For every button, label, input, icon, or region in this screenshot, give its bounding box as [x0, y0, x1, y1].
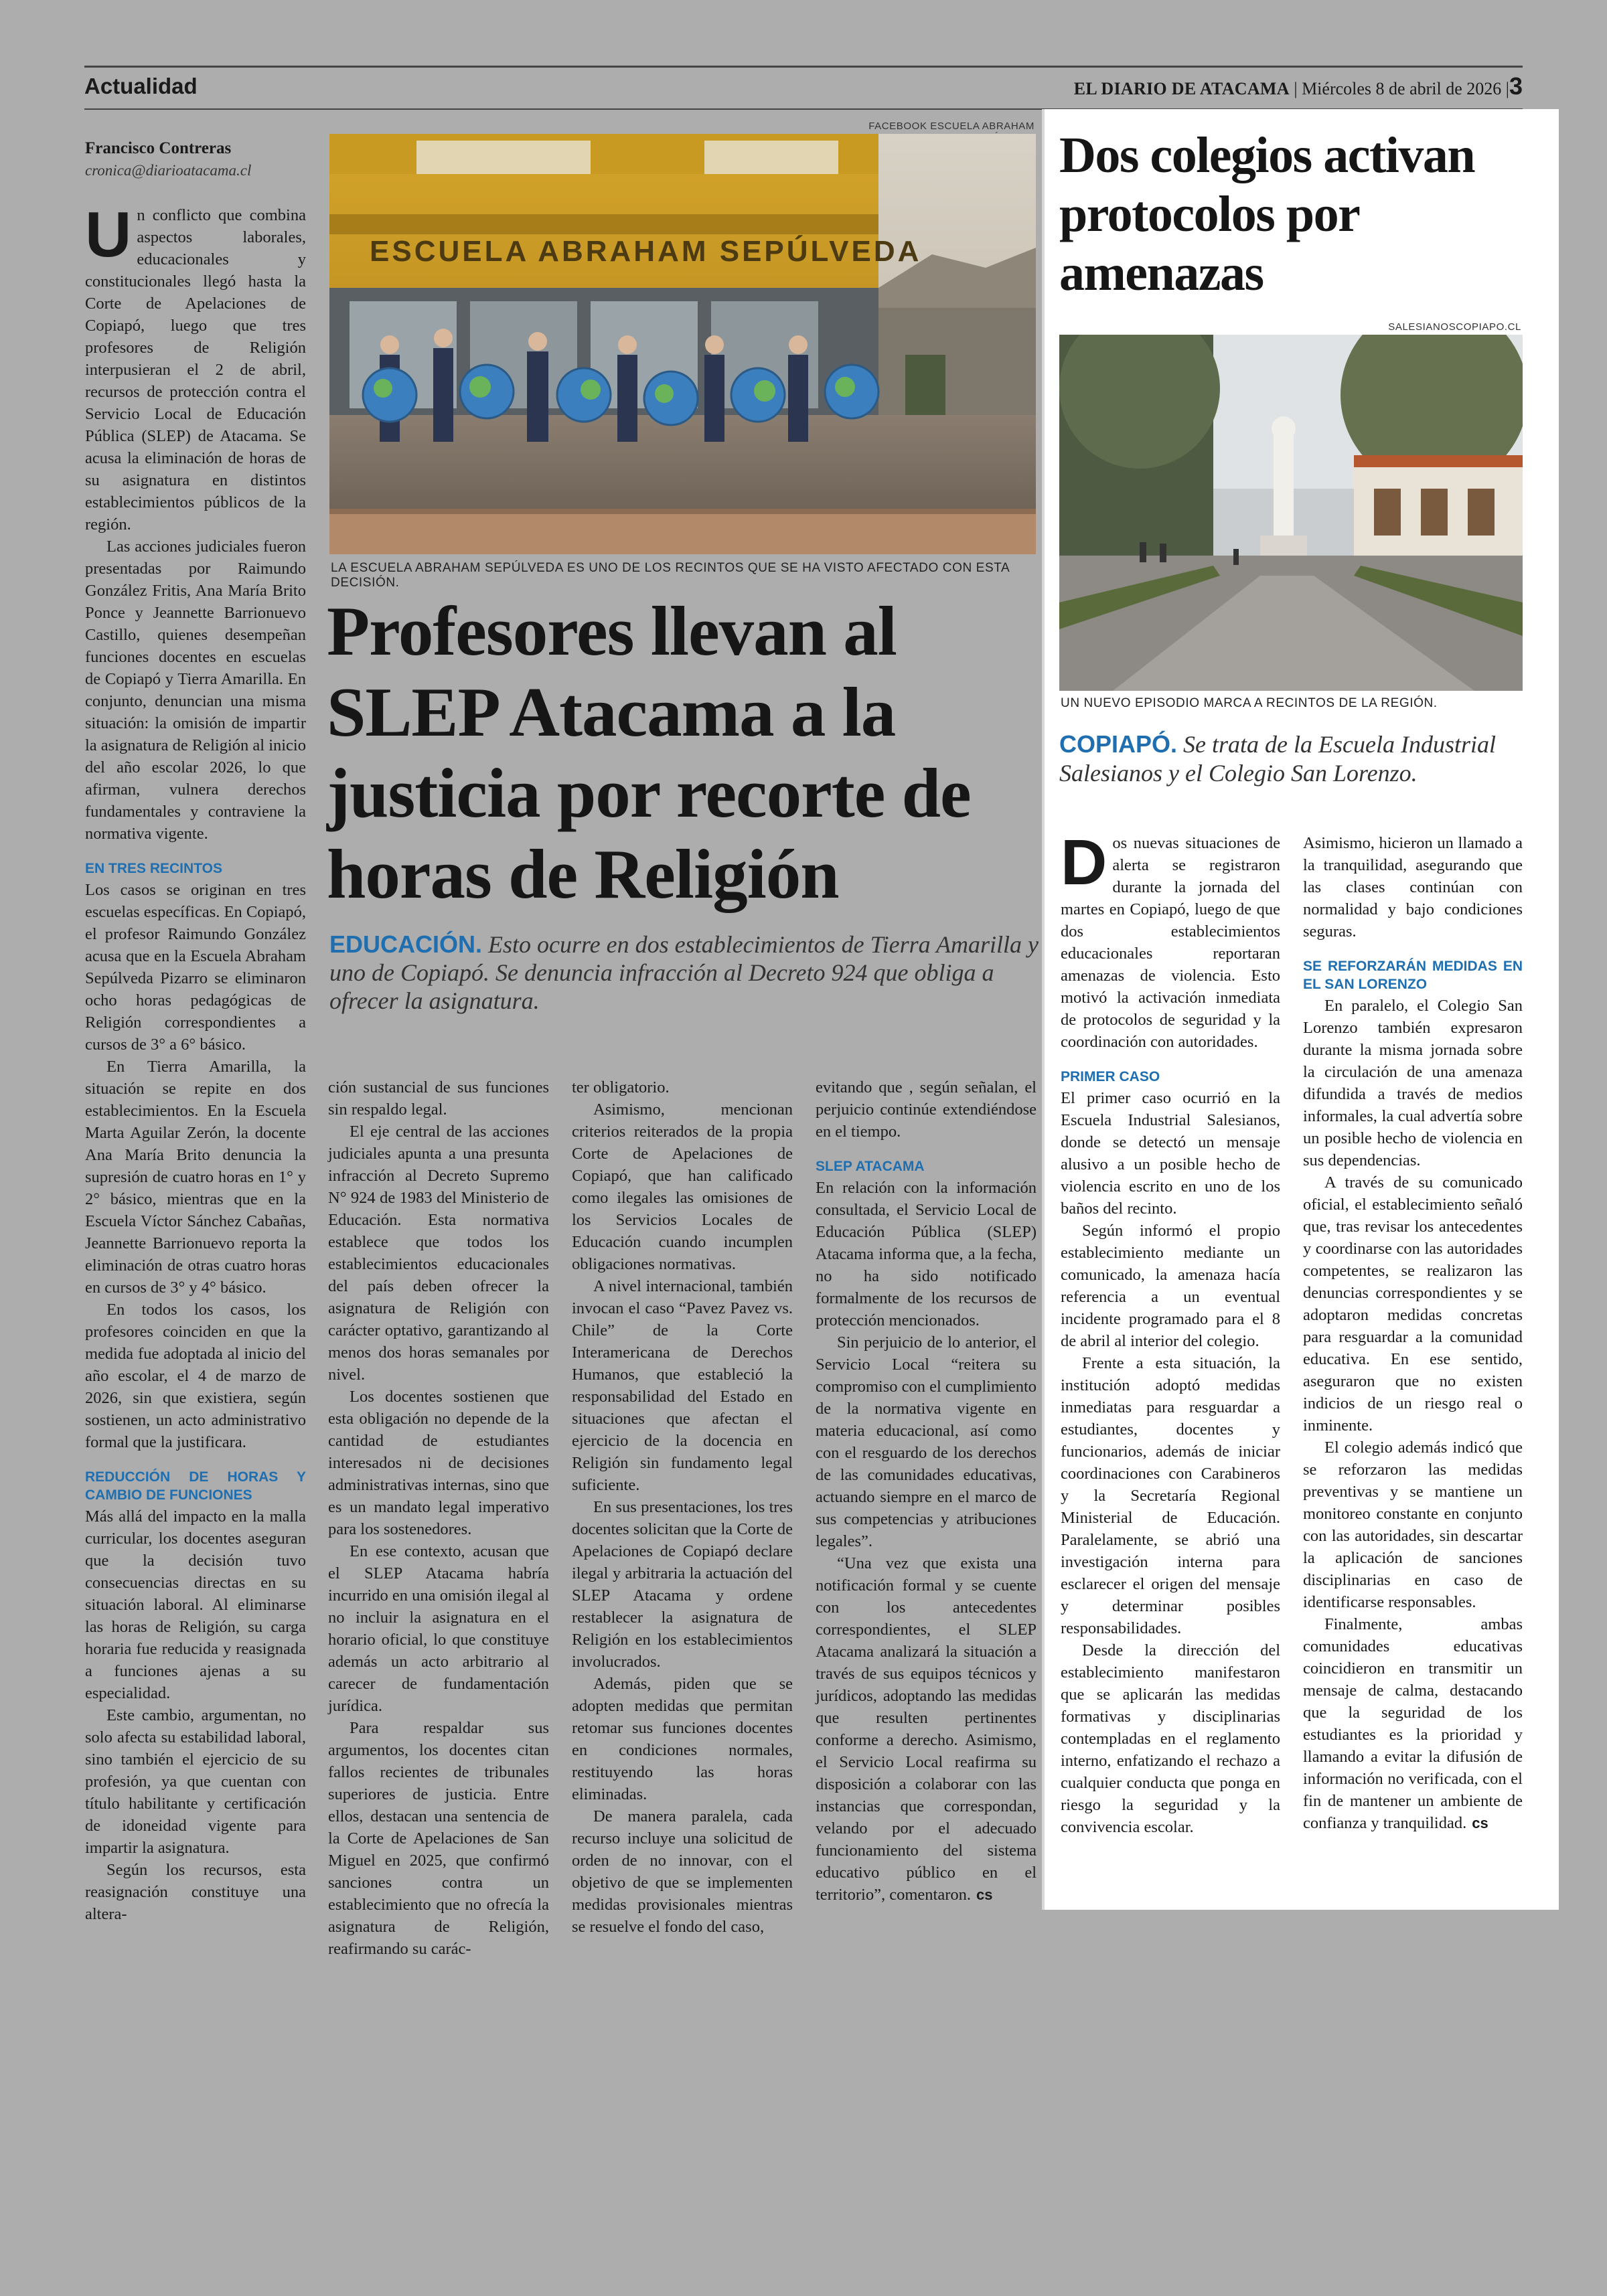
paragraph: El eje central de las acciones judiciales apunta a una presunta infracción al Decreto Supremo N° 924 de 1983 del Ministerio de Educación. Esta normativa establece que todos los establecimientos educacionales del país deben ofrecer la asignatura de Religión con carácter optativo, garantizando al menos dos horas semanales por nivel. — [328, 1123, 549, 1384]
author-email: cronica@diarioatacama.cl — [85, 162, 252, 179]
issue-date: | Miércoles 8 de abril de 2026 | — [1289, 79, 1509, 98]
side-lead — [1059, 730, 1528, 788]
lead-keyword: EDUCACIÓN. — [329, 930, 483, 958]
paragraph: Desde la dirección del establecimiento manifestaron que se aplicarán las medidas formativas y disciplinarias contempladas en el reglamento interno, enfatizando el rechazo a cualquier conducta que ponga en riesgo la seguridad y la convivencia escolar. — [1061, 1641, 1280, 1836]
paragraph: Además, piden que se adopten medidas que permitan retomar sus funciones docentes en condiciones normales, restituyendo las horas eliminadas. — [572, 1675, 793, 1803]
photo-caption: LA ESCUELA ABRAHAM SEPÚLVEDA ES UNO DE LOS RECINTOS QUE SE HA VISTO AFECTADO CON ESTA DECISIÓN. — [331, 561, 1010, 590]
lead-text: Se trata de la Escuela Industrial Salesianos y el Colegio San Lorenzo. — [1059, 731, 1496, 787]
paragraph: evitando que , según señalan, el perjuicio continúe extendiéndose en el tiempo. — [816, 1078, 1037, 1141]
paragraph: El colegio además indicó que se reforzaron las medidas preventivas y se mantiene un monitoreo constante en conjunto con las autoridades, sin descartar la aplicación de sanciones disciplinarias en caso de identificarse responsables. — [1303, 1439, 1523, 1611]
main-headline: Profesores llevan al SLEP Atacama a la justicia por recorte de horas de Religión — [327, 592, 971, 913]
paragraph: Según informó el propio establecimiento mediante un comunicado, la amenaza hacía referencia a un eventual incidente programado para el 8 de abril al interior del colegio. — [1061, 1222, 1280, 1350]
paragraph: Para respaldar sus argumentos, los docentes citan fallos recientes de tribunales superiores de justicia. Entre ellos, destacan una sentencia de la Corte de Apelaciones de San Miguel en 2025, que confirmó sanciones contra un establecimiento que no ofrecía la asignatura de Religión, reafirmando su carác- — [328, 1719, 549, 1958]
paragraph: El primer caso ocurrió en la Escuela Industrial Salesianos, donde se detectó un mensaje alusivo a un posible hecho de violencia escrito en uno de los baños del recinto. — [1061, 1089, 1280, 1218]
paragraph: Sin perjuicio de lo anterior, el Servicio Local “reitera su compromiso con el cumplimiento de la normativa vigente en materia educacional, así como con el resguardo de los derechos de las comunidades educativas, actuando siempre en el marco de sus competencias y atribuciones legales”. — [816, 1333, 1037, 1550]
drop-cap: U — [85, 199, 132, 270]
paragraph: En sus presentaciones, los tres docentes solicitan que la Corte de Apelaciones de Copiapó declare ilegal y arbitraria la actuación del SLEP Atacama y ordene restablecer la asignatura de Religión en los establecimientos involucrados. — [572, 1498, 793, 1671]
paragraph: Según los recursos, esta reasignación constituye una altera- — [85, 1861, 306, 1923]
main-article-column-2 — [328, 1076, 549, 1960]
side-photo-caption: UN NUEVO EPISODIO MARCA A RECINTOS DE LA REGIÓN. — [1061, 696, 1438, 710]
paragraph: “Una vez que exista una notificación formal y se cuente con los antecedentes correspondientes, el SLEP Atacama analizará la situación a través de sus equipos técnicos y jurídicos, adoptando las medidas que resulten pertinentes conforme a derecho. Asimismo, el Servicio Local reafirma su disposición a colaborar con las instancias que correspondan, velando por el adecuado funcionamiento del sistema educativo público en el territorio”, comentaron. cs — [816, 1554, 1037, 1904]
side-headline: Dos colegios activan protocolos por amenazas — [1059, 127, 1475, 301]
school-photo — [329, 134, 1036, 554]
school-photo-illustration — [329, 134, 1036, 554]
paragraph: ter obligatorio. — [572, 1078, 670, 1096]
courtyard-photo — [1059, 335, 1523, 691]
subheading: SLEP ATACAMA — [816, 1159, 925, 1174]
end-mark: cs — [976, 1886, 993, 1903]
paragraph: Dos nuevas situaciones de alerta se registraron durante la jornada del martes en Copiapó, luego de que dos establecimientos educacionales reportaran amenazas de violencia. Esto motivó la activación inmediata de protocolos de seguridad y la coordinación con autoridades. — [1061, 827, 1280, 1051]
paragraph: Este cambio, argumentan, no solo afecta su estabilidad laboral, sino también el ejercicio de su profesión, ya que cuentan con título habilitante y certificación de idoneidad vigente para impartir la asignatura. — [85, 1706, 306, 1857]
main-article-column-4 — [816, 1076, 1037, 1906]
drop-cap: D — [1061, 827, 1107, 898]
side-article-column-1 — [1061, 827, 1280, 1838]
lead-keyword: COPIAPÓ. — [1059, 730, 1178, 758]
paragraph: En Tierra Amarilla, la situación se repite en dos establecimientos. En la Escuela Marta Aguilar Zerón, la docente Ana María Brito denuncia la supresión de cuatro horas en 1° y 2° básico, mientras que en la Escuela Víctor Sánchez Cabañas, Jeannette Barrionuevo reporta la eliminación de otras cuatro horas en cursos de 3° y 4° básico. — [85, 1058, 306, 1297]
page-number: 3 — [1509, 72, 1523, 100]
paragraph: En ese contexto, acusan que el SLEP Atacama habría incurrido en una omisión ilegal al no incluir la asignatura en el horario oficial, lo que constituye además un acto arbitrario al carecer de fundamentación jurídica. — [328, 1542, 549, 1715]
paragraph: En paralelo, el Colegio San Lorenzo también expresaron durante la misma jornada sobre la circulación de una amenaza difundida a través de medios informales, la cual advertía sobre un posible hecho de violencia en sus dependencias. — [1303, 997, 1523, 1169]
paragraph: A nivel internacional, también invocan el caso “Pavez Pavez vs. Chile” de la Corte Interamericana de Derechos Humanos, que estableció la responsabilidad del Estado en situaciones que afectan el ejercicio de la docencia en Religión sin fundamento legal suficiente. — [572, 1277, 793, 1494]
paragraph: Un conflicto que combina aspectos laborales, educacionales y constitucionales llegó hasta la Corte de Apelaciones de Copiapó, luego que tres profesores de Religión interpusieran el 2 de abril, recursos de protección contra el Servicio Local de Educación Pública (SLEP) de Atacama. Se acusa la eliminación de horas de su asignatura en distintos establecimientos públicos de la región. — [85, 199, 306, 534]
paragraph: Los docentes sostienen que esta obligación no depende de la cantidad de estudiantes interesados ni de decisiones administrativas internas, sino que es un mandato legal imperativo para los sostenedores. — [328, 1388, 549, 1538]
paragraph: Asimismo, mencionan criterios reiterados de la propia Corte de Apelaciones de Copiapó, que han calificado como ilegales las omisiones de los Servicios Locales de Educación cuando incumplen obligaciones normativas. — [572, 1100, 793, 1273]
main-lead — [329, 930, 1039, 1015]
subheading: PRIMER CASO — [1061, 1069, 1160, 1084]
subheading: EN TRES RECINTOS — [85, 861, 222, 876]
paragraph: Asimismo, hicieron un llamado a la tranquilidad, asegurando que las clases continúan con normalidad y bajo condiciones seguras. — [1303, 834, 1523, 940]
main-article-column-1 — [85, 137, 306, 1925]
subheading: SE REFORZARÁN MEDIDAS EN EL SAN LORENZO — [1303, 959, 1523, 992]
side-photo-credit: SALESIANOSCOPIAPO.CL — [1388, 321, 1521, 333]
paragraph: ción sustancial de sus funciones sin respaldo legal. — [328, 1078, 549, 1119]
paragraph: Finalmente, ambas comunidades educativas coincidieron en transmitir un mensaje de calma, destacando que la seguridad de los estudiantes es la prioridad y llamando a evitar la difusión de información no verificada, con el fin de mantener un ambiente de confianza y tranquilidad. cs — [1303, 1615, 1523, 1832]
photo-sign-text: ESCUELA ABRAHAM SEPÚLVEDA — [370, 235, 922, 268]
paragraph: Más allá del impacto en la malla curricular, los docentes aseguran que la decisión tuvo consecuencias directas en su situación laboral. Al eliminarse las horas de Religión, su carga horaria fue reducida y reasignada a funciones ajenas a su especialidad. — [85, 1507, 306, 1702]
paragraph: A través de su comunicado oficial, el establecimiento señaló que, tras revisar los antecedentes y coordinarse con las autoridades competentes, se realizaron las denuncias correspondientes y se adoptaron medidas concretas para resguardar a la comunidad educativa. En ese sentido, aseguraron que no existen indicios de un riesgo real o inminente. — [1303, 1173, 1523, 1434]
paragraph: En relación con la información consultada, el Servicio Local de Educación Pública (SLEP) Atacama informa que, a la fecha, no ha sido notificado formalmente de los recursos de protección mencionados. — [816, 1179, 1037, 1329]
main-article-column-3 — [572, 1076, 793, 1938]
courtyard-photo-illustration — [1059, 335, 1523, 691]
paragraph: Las acciones judiciales fueron presentadas por Raimundo González Fritis, Ana María Brito Ponce y Jeannette Barrionuevo Castillo, quienes desempeñan funciones docentes en escuelas de Copiapó y Tierra Amarilla. En conjunto, denuncian una misma situación: la omisión de impartir la asignatura de Religión al inicio del año escolar 2026, lo que afirman, vulnera derechos fundamentales y contraviene la normativa vigente. — [85, 538, 306, 843]
photo-credit: FACEBOOK ESCUELA ABRAHAM — [868, 120, 1035, 132]
publication-name: EL DIARIO DE ATACAMA — [1073, 79, 1290, 98]
lead-text: Esto ocurre en dos establecimientos de Tierra Amarilla y uno de Copiapó. Se denuncia infracción al Decreto 924 que obliga a ofrecer la asignatura. — [329, 931, 1039, 1014]
masthead-info — [1074, 67, 1523, 108]
subheading: REDUCCIÓN DE HORAS Y CAMBIO DE FUNCIONES — [85, 1469, 306, 1503]
paragraph: Frente a esta situación, la institución adoptó medidas inmediatas para resguardar a estudiantes, docentes y funcionarios, además de iniciar coordinaciones con Carabineros y la Secretaría Regional Ministerial de Educación. Paralelamente, se abrió una investigación interna para esclarecer el origen del mensaje y determinar posibles responsabilidades. — [1061, 1354, 1280, 1637]
side-article-column-2 — [1303, 832, 1523, 1834]
paragraph: De manera paralela, cada recurso incluye una solicitud de orden de no innovar, con el objetivo de que se implementen medidas provisionales mientras se resuelve el fondo del caso, — [572, 1807, 793, 1936]
author-name: Francisco Contreras — [85, 139, 232, 157]
paragraph: Los casos se originan en tres escuelas específicas. En Copiapó, el profesor Raimundo González acusa que en la Escuela Abraham Sepúlveda Pizarro se eliminaron ocho horas pedagógicas de Religión correspondientes a cursos de 3° a 6° básico. — [85, 881, 306, 1054]
paragraph: En todos los casos, los profesores coinciden en que la medida fue adoptada al inicio del año escolar, el 4 de marzo de 2026, sin que existiera, según sostienen, un acto administrativo formal que la justificara. — [85, 1301, 306, 1451]
section-label: Actualidad — [84, 74, 198, 98]
end-mark: cs — [1472, 1815, 1488, 1831]
